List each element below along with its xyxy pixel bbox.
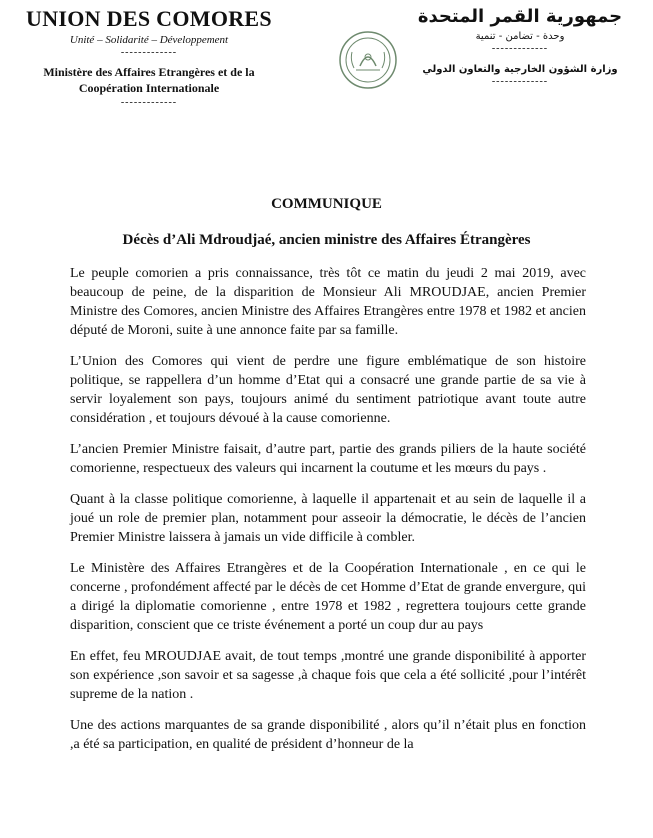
ministry-name-ar: وزارة الشؤون الخارجية والتعاون الدولي bbox=[422, 64, 618, 75]
letterhead-left bbox=[14, 6, 284, 108]
separator: ------------- bbox=[491, 43, 549, 54]
country-name-ar: جمهورية القمر المتحدة bbox=[417, 6, 623, 27]
ministry-name-line2: Coopération Internationale bbox=[78, 81, 220, 95]
document-body bbox=[70, 264, 586, 766]
paragraph: Quant à la classe politique comorienne, à laquelle il appartenait et au sein de laquelle il a joué un role de premier plan, notamment pour asseoir la démocratie, le décès de l’ancien Premier Ministre laissera à jamais un vide difficile à combler. bbox=[70, 492, 586, 545]
paragraph: Une des actions marquantes de sa grande disponibilité , alors qu’il n’était plus en fonction ,a été sa participation, en qualité de président d’honneur de la bbox=[70, 718, 586, 752]
paragraph: Le peuple comorien a pris connaissance, très tôt ce matin du jeudi 2 mai 2019, avec beaucoup de peine, de la disparition de Monsieur Ali MROUDJAE, ancien Premier Ministre des Comores, ancien Ministre des Affaires Etrangères entre 1978 et 1982 et ancien député de Moroni, suite à une annonce faite par sa famille. bbox=[70, 266, 586, 338]
separator: ------------- bbox=[120, 97, 178, 108]
document-subtitle: Décès d’Ali Mdroudjaé, ancien ministre des Affaires Étrangères bbox=[122, 232, 531, 248]
ministry-name-line1: Ministère des Affaires Etrangères et de la bbox=[43, 65, 255, 79]
separator: ------------- bbox=[120, 47, 178, 58]
paragraph: Le Ministère des Affaires Etrangères et de la Coopération Internationale , en ce qui le concerne , profondément affecté par le décès de cet Homme d’Etat de grande envergure, qui a dirigé la diplomatie comorienne , entre 1978 et 1982 , regrettera toujours cette grande disparition, conscient que ce triste événement a porté un coup dur au pays bbox=[70, 561, 586, 633]
national-seal-icon bbox=[338, 30, 398, 90]
paragraph: L’Union des Comores qui vient de perdre une figure emblématique de son histoire politique, se rappellera d’un homme d’Etat qui a consacré une grande partie de sa vie à servir loyalement son pays, toujours animé du sentiment patriotique avant toute autre considération , et toujours dévoué à la cause comorienne. bbox=[70, 354, 586, 426]
separator: ------------- bbox=[491, 76, 549, 87]
letterhead-right bbox=[400, 6, 640, 87]
paragraph: En effet, feu MROUDJAE avait, de tout temps ,montré une grande disponibilité à apporter son expérience ,son savoir et sa sagesse ,à chaque fois que cela a été sollicité ,pour l’intérêt supreme de la nation . bbox=[70, 649, 586, 702]
ministry-name-fr bbox=[14, 64, 284, 96]
paragraph: L’ancien Premier Ministre faisait, d’autre part, partie des grands piliers de la haute société comorienne, respectueux des valeurs qui incarnent la coutume et les mœurs du pays . bbox=[70, 442, 586, 476]
document-heading: COMMUNIQUE bbox=[271, 196, 382, 212]
national-motto-ar: وحدة - تضامن - تنمية bbox=[475, 31, 565, 42]
national-motto-fr: Unité – Solidarité – Développement bbox=[69, 34, 229, 46]
letterhead bbox=[0, 0, 653, 130]
country-name-fr: UNION DES COMORES bbox=[26, 6, 272, 31]
